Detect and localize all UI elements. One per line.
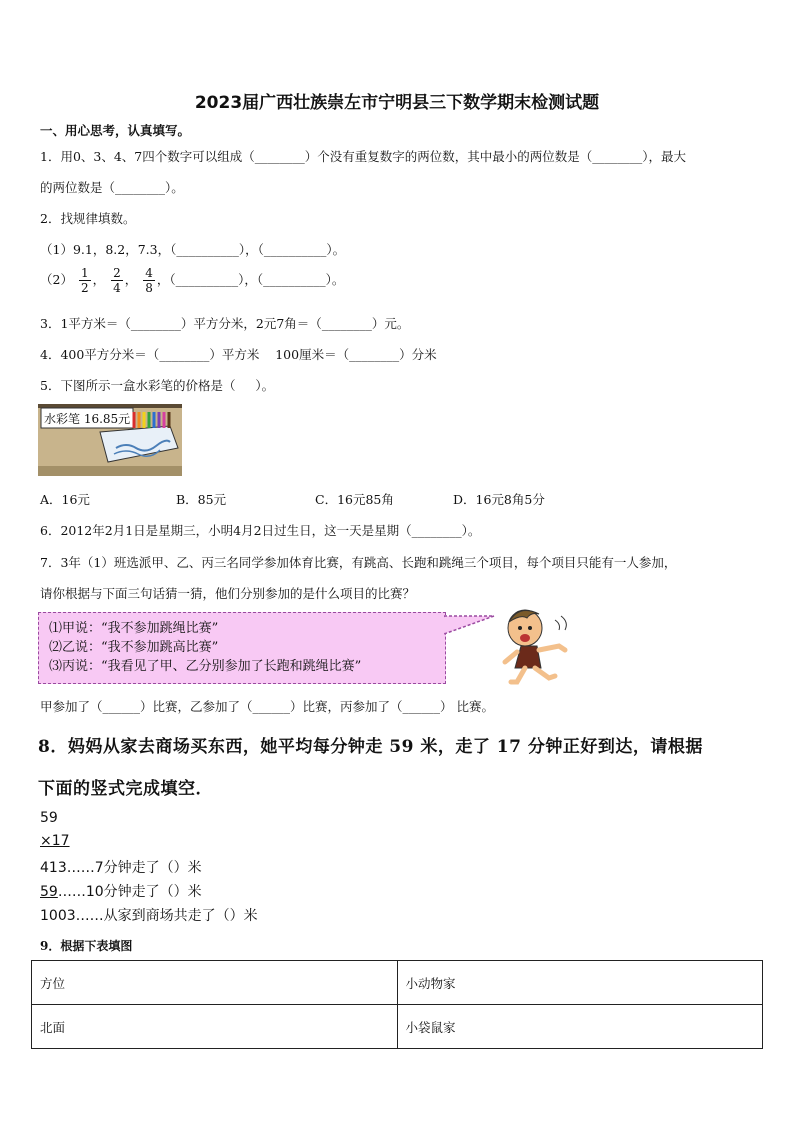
- option-d[interactable]: D．16元8角5分: [453, 492, 545, 507]
- calc-row-5: 1003……从家到商场共走了（）米: [40, 908, 258, 924]
- answer-blank[interactable]: __________: [263, 242, 327, 257]
- option-c[interactable]: C．16元85角: [315, 492, 394, 507]
- answer-blank[interactable]: ________: [321, 316, 372, 331]
- answer-blank[interactable]: ________: [411, 523, 462, 538]
- answer-blank[interactable]: ________: [115, 180, 166, 195]
- calc-row-1: 59: [40, 810, 58, 826]
- table-cell: 小动物家: [397, 961, 763, 1005]
- page-title: 2023届广西壮族崇左市宁明县三下数学期末检测试题: [194, 93, 600, 113]
- question-8-line-1: 8．妈妈从家去商场买东西，她平均每分钟走 59 米，走了 17 分钟正好到达，请根据: [38, 737, 703, 757]
- question-9-stem: 9．根据下表填图: [40, 939, 133, 953]
- option-b[interactable]: B．85元: [176, 492, 227, 507]
- answer-blank[interactable]: ______: [252, 699, 291, 714]
- question-2-sub-1: （1）9.1，8.2，7.3，（__________），（__________）。: [40, 242, 346, 257]
- question-8-line-2: 下面的竖式完成填空．: [38, 779, 213, 799]
- answer-blank[interactable]: ________: [254, 149, 305, 164]
- answer-blank[interactable]: ________: [349, 347, 400, 362]
- answer-blank[interactable]: ________: [130, 316, 181, 331]
- statement-1: ⑴甲说：“我不参加跳绳比赛”: [49, 621, 219, 636]
- question-2-stem: 2．找规律填数。: [40, 211, 136, 226]
- price-label: 水彩笔 16.85元: [44, 412, 131, 426]
- question-7-answer: 甲参加了（______）比赛，乙参加了（______）比赛，丙参加了（______） 比赛。: [40, 699, 495, 714]
- table-row: [32, 961, 763, 1005]
- fraction: $\frac{4}{8}$: [145, 266, 153, 295]
- speech-bubble-tail: [444, 612, 496, 636]
- table-cell: 小袋鼠家: [397, 1005, 763, 1049]
- answer-blank[interactable]: ________: [159, 347, 210, 362]
- answer-blank[interactable]: ______: [402, 699, 441, 714]
- speech-bubble: [38, 612, 446, 684]
- question-1-line-1: 1．用0、3、4、7四个数字可以组成（________）个没有重复数字的两位数，其中最小的两位数是（________），最大: [40, 149, 687, 164]
- answer-blank[interactable]: ______: [102, 699, 141, 714]
- answer-blank[interactable]: __________: [263, 272, 326, 287]
- table-row: [32, 1005, 763, 1049]
- statement-2: ⑵乙说：“我不参加跳高比赛”: [49, 640, 219, 655]
- question-3: 3．1平方米＝（________）平方分米，2元7角＝（________）元。: [40, 316, 410, 331]
- section-heading: 一、用心思考，认真填写。: [40, 123, 191, 138]
- calc-row-2: ×17: [40, 833, 70, 849]
- answer-blank[interactable]: ________: [592, 149, 643, 164]
- question-2-sub-2: （2） $\frac{1}{2}$ ， $\frac{2}{4}$ ， $\frac{4}{8}$ ，（__________），（__________）。: [40, 266, 345, 295]
- question-7-line-1: 7．3年（1）班选派甲、乙、丙三名同学参加体育比赛，有跳高、长跑和跳绳三个项目，每个项目只能有一人参加，: [40, 555, 677, 570]
- question-7-line-2: 请你根据与下面三句话猜一猜，他们分别参加的是什么项目的比赛？: [40, 586, 416, 601]
- question-4: 4．400平方分米＝（________）平方米 100厘米＝（________）分米: [40, 347, 437, 362]
- fraction: $\frac{1}{2}$: [80, 266, 89, 295]
- answer-blank[interactable]: __________: [175, 272, 239, 287]
- fraction: $\frac{2}{4}$: [113, 266, 121, 295]
- question-5-stem: 5．下图所示一盒水彩笔的价格是（ ）。: [40, 378, 275, 393]
- answer-blank[interactable]: __________: [176, 242, 239, 257]
- calc-row-4: 59……10分钟走了（）米: [40, 884, 202, 900]
- direction-table: [31, 960, 763, 1049]
- calc-row-3: 413……7分钟走了（）米: [40, 860, 202, 876]
- table-cell: 北面: [32, 1005, 398, 1049]
- watercolor-pens-box-image: [38, 404, 182, 476]
- statement-3: ⑶丙说：“我看见了甲、乙分别参加了长跑和跳绳比赛”: [49, 659, 362, 674]
- question-1-line-2: 的两位数是（________）。: [40, 180, 184, 195]
- table-cell: 方位: [32, 961, 398, 1005]
- running-boy-illustration: [495, 606, 580, 686]
- option-a[interactable]: A．16元: [40, 492, 90, 507]
- question-6: 6．2012年2月1日是星期三，小明4月2日过生日，这一天是星期（________）。: [40, 523, 481, 538]
